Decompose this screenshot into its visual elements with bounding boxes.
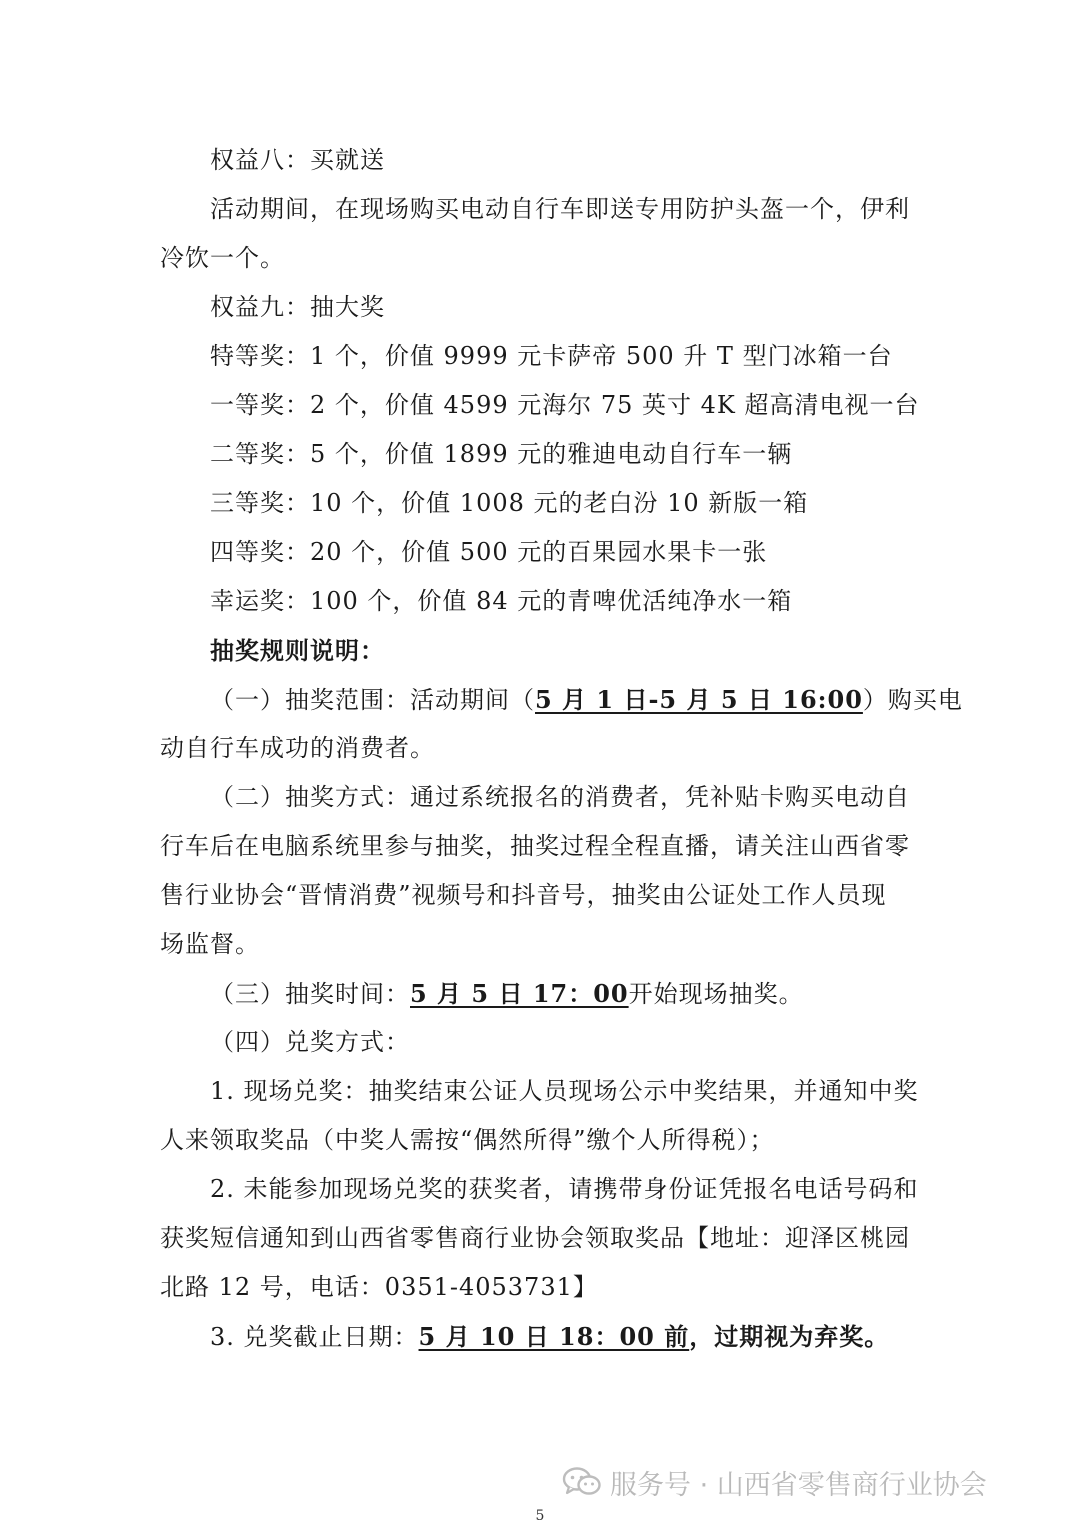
section-heading-benefit-9: 权益九：抽大奖 <box>210 293 385 321</box>
paragraph-line: 活动期间，在现场购买电动自行车即送专用防护头盔一个，伊利 <box>210 195 910 223</box>
paragraph-line: 冷饮一个。 <box>160 244 285 272</box>
paragraph-line: 动自行车成功的消费者。 <box>160 734 435 762</box>
prize-line: 一等奖：2 个，价值 4599 元海尔 75 英寸 4K 超高清电视一台 <box>210 391 920 419</box>
rule-3-line <box>160 969 920 1018</box>
wechat-icon <box>562 1466 602 1498</box>
paragraph-line: （二）抽奖方式：通过系统报名的消费者，凭补贴卡购买电动自 <box>210 783 910 811</box>
rule-1-date-range: 5 月 1 日-5 月 5 日 16:00 <box>535 685 863 714</box>
section-heading-benefit-8: 权益八：买就送 <box>210 146 385 174</box>
paragraph-line: 行车后在电脑系统里参与抽奖，抽奖过程全程直播，请关注山西省零 <box>160 832 910 860</box>
page-number: 5 <box>535 1508 545 1524</box>
paragraph-line: 获奖短信通知到山西省零售商行业协会领取奖品【地址：迎泽区桃园 <box>160 1224 910 1252</box>
rules-title: 抽奖规则说明： <box>210 636 385 665</box>
prize-line: 二等奖：5 个，价值 1899 元的雅迪电动自行车一辆 <box>210 440 793 468</box>
prize-line: 幸运奖：100 个，价值 84 元的青啤优活纯净水一箱 <box>210 587 793 615</box>
prize-line: 四等奖：20 个，价值 500 元的百果园水果卡一张 <box>210 538 768 566</box>
prize-line: 特等奖：1 个，价值 9999 元卡萨帝 500 升 T 型门冰箱一台 <box>210 342 893 370</box>
rule-1-line <box>160 675 963 724</box>
paragraph-line: 2. 未能参加现场兑奖的获奖者，请携带身份证凭报名电话号码和 <box>210 1175 919 1203</box>
item-3-deadline: 5 月 10 日 18：00 前 <box>418 1322 690 1351</box>
item-3-prefix: 3. 兑奖截止日期： <box>210 1323 419 1351</box>
watermark-text: 服务号 · 山西省零售商行业协会 <box>610 1469 987 1501</box>
item-3-suffix: ，过期视为弃奖。 <box>689 1322 890 1351</box>
paragraph-line: 人来领取奖品（中奖人需按“偶然所得”缴个人所得税）； <box>160 1126 775 1154</box>
paragraph-line: 北路 12 号，电话：0351-4053731】 <box>160 1273 598 1301</box>
rule-1-prefix: （一）抽奖范围：活动期间（ <box>210 686 535 714</box>
paragraph-line: 售行业协会“晋情消费”视频号和抖音号，抽奖由公证处工作人员现 <box>160 881 887 909</box>
rule-4-heading: （四）兑奖方式： <box>210 1028 410 1056</box>
paragraph-line: 1. 现场兑奖：抽奖结束公证人员现场公示中奖结果，并通知中奖 <box>210 1077 919 1105</box>
rule-3-prefix: （三）抽奖时间： <box>210 980 410 1008</box>
document-page <box>160 136 963 1361</box>
item-3-line <box>160 1312 920 1361</box>
watermark <box>562 1460 987 1504</box>
rule-3-time: 5 月 5 日 17：00 <box>410 979 629 1008</box>
prize-line: 三等奖：10 个，价值 1008 元的老白汾 10 新版一箱 <box>210 489 809 517</box>
rule-1-suffix: ）购买电 <box>862 686 963 714</box>
rule-3-suffix: 开始现场抽奖。 <box>628 980 804 1008</box>
paragraph-line: 场监督。 <box>160 930 260 958</box>
